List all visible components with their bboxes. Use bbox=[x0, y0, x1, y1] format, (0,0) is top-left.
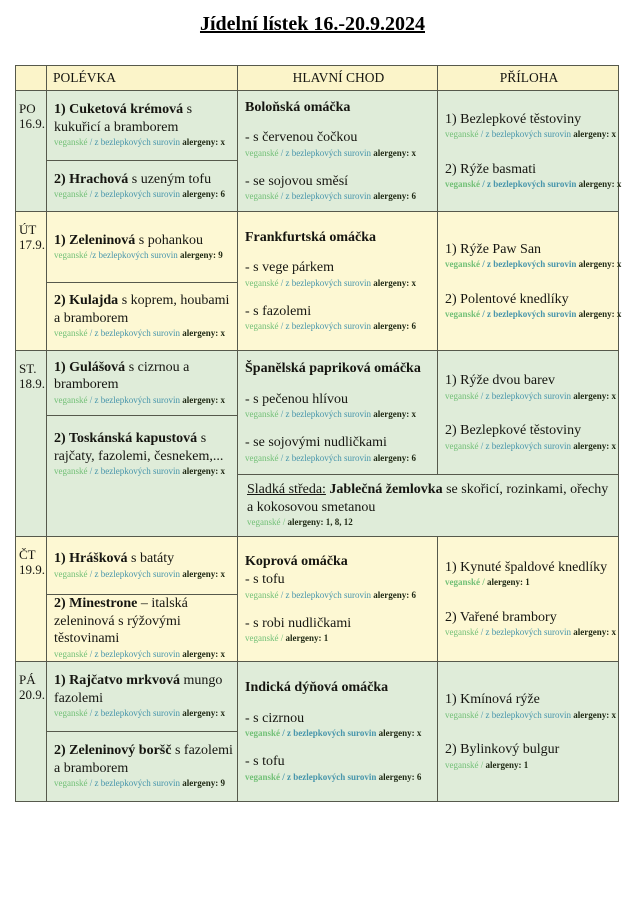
diet-annotation: veganské / z bezlepkových surovin alergeny: x bbox=[445, 259, 622, 270]
diet-annotation: veganské / alergeny: 1 bbox=[445, 759, 529, 770]
main-variant-2: - s tofu veganské / z bezlepkových surovin alergeny: 6 bbox=[245, 753, 433, 784]
diet-annotation: veganské / z bezlepkových surovin alergeny: x bbox=[445, 440, 616, 451]
day-date: 20.9. bbox=[19, 687, 45, 703]
diet-annotation: veganské / z bezlepkových surovin alergeny: x bbox=[54, 394, 225, 405]
main-variant-2: - s robi nudličkami veganské / alergeny: 1 bbox=[245, 615, 433, 646]
day-label: ČT bbox=[19, 547, 36, 562]
diet-annotation: veganské / z bezlepkových surovin alergeny: x bbox=[445, 627, 616, 637]
menu-row-monday bbox=[16, 91, 622, 212]
soup-1: 1) Gulášová s cizrnou a bramborem veganské / z bezlepkových surovin alergeny: x bbox=[47, 351, 237, 416]
side-1: 1) Kmínová rýže veganské / z bezlepkových surovin alergeny: x bbox=[445, 691, 614, 722]
day-cell bbox=[16, 351, 47, 536]
diet-annotation: veganské /z bezlepkových surovin alergeny: 9 bbox=[54, 250, 223, 261]
main-cell bbox=[238, 212, 438, 350]
page-title: Jídelní lístek 16.-20.9.2024 bbox=[199, 13, 425, 35]
diet-annotation: veganské / z bezlepkových surovin alergeny: x bbox=[245, 277, 416, 288]
diet-annotation: veganské / z bezlepkových surovin alergeny: x bbox=[445, 709, 616, 720]
soup-1: 1) Rajčatvo mrkvová mungo fazolemi veganské / z bezlepkových surovin alergeny: x bbox=[47, 662, 237, 732]
col-header-soup: POLÉVKA bbox=[47, 66, 238, 90]
side-1: 1) Kynuté špaldové knedlíky veganské / alergeny: 1 bbox=[445, 559, 614, 590]
soup-2: 2) Minestrone – italská zeleninová s rýžovými těstovinami veganské / z bezlepkových surovin alergeny: x bbox=[47, 595, 237, 661]
diet-annotation: veganské / alergeny: 1 bbox=[245, 633, 329, 644]
menu-row-wednesday bbox=[16, 351, 618, 537]
diet-annotation: veganské / z bezlepkových surovin alergeny: x bbox=[54, 328, 225, 339]
main-variant-1: - s červenou čočkou veganské / z bezlepkových surovin alergeny: x bbox=[245, 129, 433, 160]
diet-annotation: veganské / z bezlepkových surovin alergeny: 6 bbox=[245, 452, 416, 463]
day-cell bbox=[16, 537, 47, 661]
diet-annotation: veganské / z bezlepkových surovin alergeny: x bbox=[54, 648, 225, 659]
side-1: 1) Rýže dvou barev veganské / z bezlepkových surovin alergeny: x bbox=[445, 372, 614, 403]
diet-annotation: veganské / z bezlepkových surovin alergeny: 6 bbox=[245, 589, 416, 600]
side-2: 2) Vařené brambory veganské / z bezlepkových surovin alergeny: x bbox=[445, 609, 614, 640]
menu-row-tuesday bbox=[16, 212, 622, 351]
main-cell bbox=[238, 351, 438, 474]
main-variant-1: - s vege párkem veganské / z bezlepkových surovin alergeny: x bbox=[245, 259, 433, 290]
main-variant-2: - s fazolemi veganské / z bezlepkových surovin alergeny: 6 bbox=[245, 303, 433, 334]
day-date: 17.9. bbox=[19, 237, 45, 253]
col-header-main: HLAVNÍ CHOD bbox=[238, 66, 438, 90]
day-label: ST. bbox=[19, 361, 37, 376]
side-cell bbox=[438, 662, 618, 801]
soup-2: 2) Toskánská kapustová s rajčaty, fazolemi, česnekem,... veganské / z bezlepkových surovin alergeny: x bbox=[47, 416, 237, 536]
menu-table bbox=[15, 65, 622, 802]
diet-annotation: veganské / alergeny: 1 bbox=[445, 577, 530, 588]
soup-cell bbox=[47, 351, 238, 536]
side-cell bbox=[438, 91, 622, 211]
diet-annotation: veganské / z bezlepkových surovin alergeny: x bbox=[54, 137, 225, 148]
diet-annotation: veganské / z bezlepkových surovin alergeny: x bbox=[54, 568, 225, 579]
col-header-side: PŘÍLOHA bbox=[499, 70, 559, 85]
header-row bbox=[16, 66, 618, 91]
main-cell bbox=[238, 662, 438, 801]
soup-2: 2) Kulajda s koprem, houbami a bramborem veganské / z bezlepkových surovin alergeny: x bbox=[47, 283, 237, 350]
diet-annotation: veganské / z bezlepkových surovin alergeny: x bbox=[54, 708, 225, 719]
diet-annotation: veganské / z bezlepkových surovin alergeny: x bbox=[445, 179, 622, 189]
menu-row-friday bbox=[16, 662, 618, 801]
soup-cell bbox=[47, 537, 238, 661]
day-date: 19.9. bbox=[19, 562, 45, 578]
diet-annotation: veganské / z bezlepkových surovin alergeny: 6 bbox=[245, 771, 422, 782]
sweet-wednesday-label: Sladká středa: bbox=[247, 482, 326, 497]
diet-annotation: veganské / z bezlepkových surovin alergeny: 6 bbox=[245, 321, 416, 332]
day-label: PÁ bbox=[19, 672, 36, 687]
main-title: Koprová omáčka bbox=[245, 553, 348, 569]
diet-annotation: veganské / z bezlepkových surovin alergeny: x bbox=[445, 309, 622, 319]
main-variant-1: - s tofu veganské / z bezlepkových surovin alergeny: 6 bbox=[245, 571, 433, 602]
diet-annotation: veganské / z bezlepkových surovin alergeny: 6 bbox=[54, 189, 225, 200]
main-title: Boloňská omáčka bbox=[245, 99, 351, 115]
main-title: Španělská papriková omáčka bbox=[245, 361, 421, 377]
diet-annotation: veganské / alergeny: 1, 8, 12 bbox=[247, 517, 353, 527]
side-2: 2) Bylinkový bulgur veganské / alergeny: 1 bbox=[445, 741, 614, 772]
main-variant-1: - s pečenou hlívou veganské / z bezlepkových surovin alergeny: x bbox=[245, 391, 433, 422]
side-2: 2) Rýže basmati veganské / z bezlepkových surovin alergeny: x bbox=[445, 161, 614, 192]
menu-row-thursday bbox=[16, 537, 618, 662]
diet-annotation: veganské / z bezlepkových surovin alergeny: x bbox=[445, 129, 616, 140]
main-title: Indická dýňová omáčka bbox=[245, 680, 389, 696]
side-2: 2) Bezlepkové těstoviny veganské / z bezlepkových surovin alergeny: x bbox=[445, 422, 614, 453]
wednesday-right-block bbox=[238, 351, 618, 536]
side-cell bbox=[438, 351, 618, 474]
side-cell bbox=[438, 212, 622, 350]
diet-annotation: veganské / z bezlepkových surovin alergeny: x bbox=[54, 466, 225, 476]
day-label: ÚT bbox=[19, 222, 37, 237]
soup-cell bbox=[47, 91, 238, 211]
diet-annotation: veganské / z bezlepkových surovin alergeny: x bbox=[445, 390, 616, 401]
main-title: Frankfurtská omáčka bbox=[245, 229, 377, 245]
soup-1: 1) Hrášková s batáty veganské / z bezlepkových surovin alergeny: x bbox=[47, 537, 237, 595]
side-1: 1) Bezlepkové těstoviny veganské / z bezlepkových surovin alergeny: x bbox=[445, 111, 614, 142]
side-1: 1) Rýže Paw San veganské / z bezlepkových surovin alergeny: x bbox=[445, 241, 614, 272]
soup-2: 2) Hrachová s uzeným tofu veganské / z bezlepkových surovin alergeny: 6 bbox=[47, 161, 237, 211]
soup-1: 1) Cuketová krémová s kukuřicí a bramborem veganské / z bezlepkových surovin alergeny: x bbox=[47, 91, 237, 161]
side-cell bbox=[438, 537, 618, 661]
diet-annotation: veganské / z bezlepkových surovin alergeny: x bbox=[245, 728, 422, 739]
main-cell bbox=[238, 537, 438, 661]
diet-annotation: veganské / z bezlepkových surovin alergeny: 9 bbox=[54, 778, 225, 789]
day-cell bbox=[16, 212, 47, 350]
side-2: 2) Polentové knedlíky veganské / z bezlepkových surovin alergeny: x bbox=[445, 291, 614, 322]
soup-2: 2) Zeleninový boršč s fazolemi a bramborem veganské / z bezlepkových surovin alergeny: 9 bbox=[47, 732, 237, 801]
day-date: 16.9. bbox=[19, 116, 45, 132]
day-date: 18.9. bbox=[19, 376, 45, 392]
main-cell bbox=[238, 91, 438, 211]
main-variant-2: - se sojovou směsí veganské / z bezlepkových surovin alergeny: 6 bbox=[245, 173, 433, 204]
soup-1: 1) Zeleninová s pohankou veganské /z bezlepkových surovin alergeny: 9 bbox=[47, 212, 237, 283]
diet-annotation: veganské / z bezlepkových surovin alergeny: x bbox=[245, 409, 416, 420]
day-label: PO bbox=[19, 101, 36, 116]
diet-annotation: veganské / z bezlepkových surovin alergeny: 6 bbox=[245, 191, 416, 202]
main-variant-1: - s cizrnou veganské / z bezlepkových surovin alergeny: x bbox=[245, 710, 433, 741]
soup-cell bbox=[47, 662, 238, 801]
day-cell bbox=[16, 662, 47, 801]
day-cell bbox=[16, 91, 47, 211]
col-header-day bbox=[16, 66, 47, 90]
diet-annotation: veganské / z bezlepkových surovin alergeny: x bbox=[245, 147, 416, 158]
sweet-wednesday-note: Sladká středa: Jablečná žemlovka se skořicí, rozinkami, ořechy a kokosovou smetanou veganské / alergeny: 1, 8, 12 bbox=[238, 474, 618, 536]
soup-cell bbox=[47, 212, 238, 350]
main-variant-2: - se sojovými nudličkami veganské / z bezlepkových surovin alergeny: 6 bbox=[245, 434, 433, 465]
